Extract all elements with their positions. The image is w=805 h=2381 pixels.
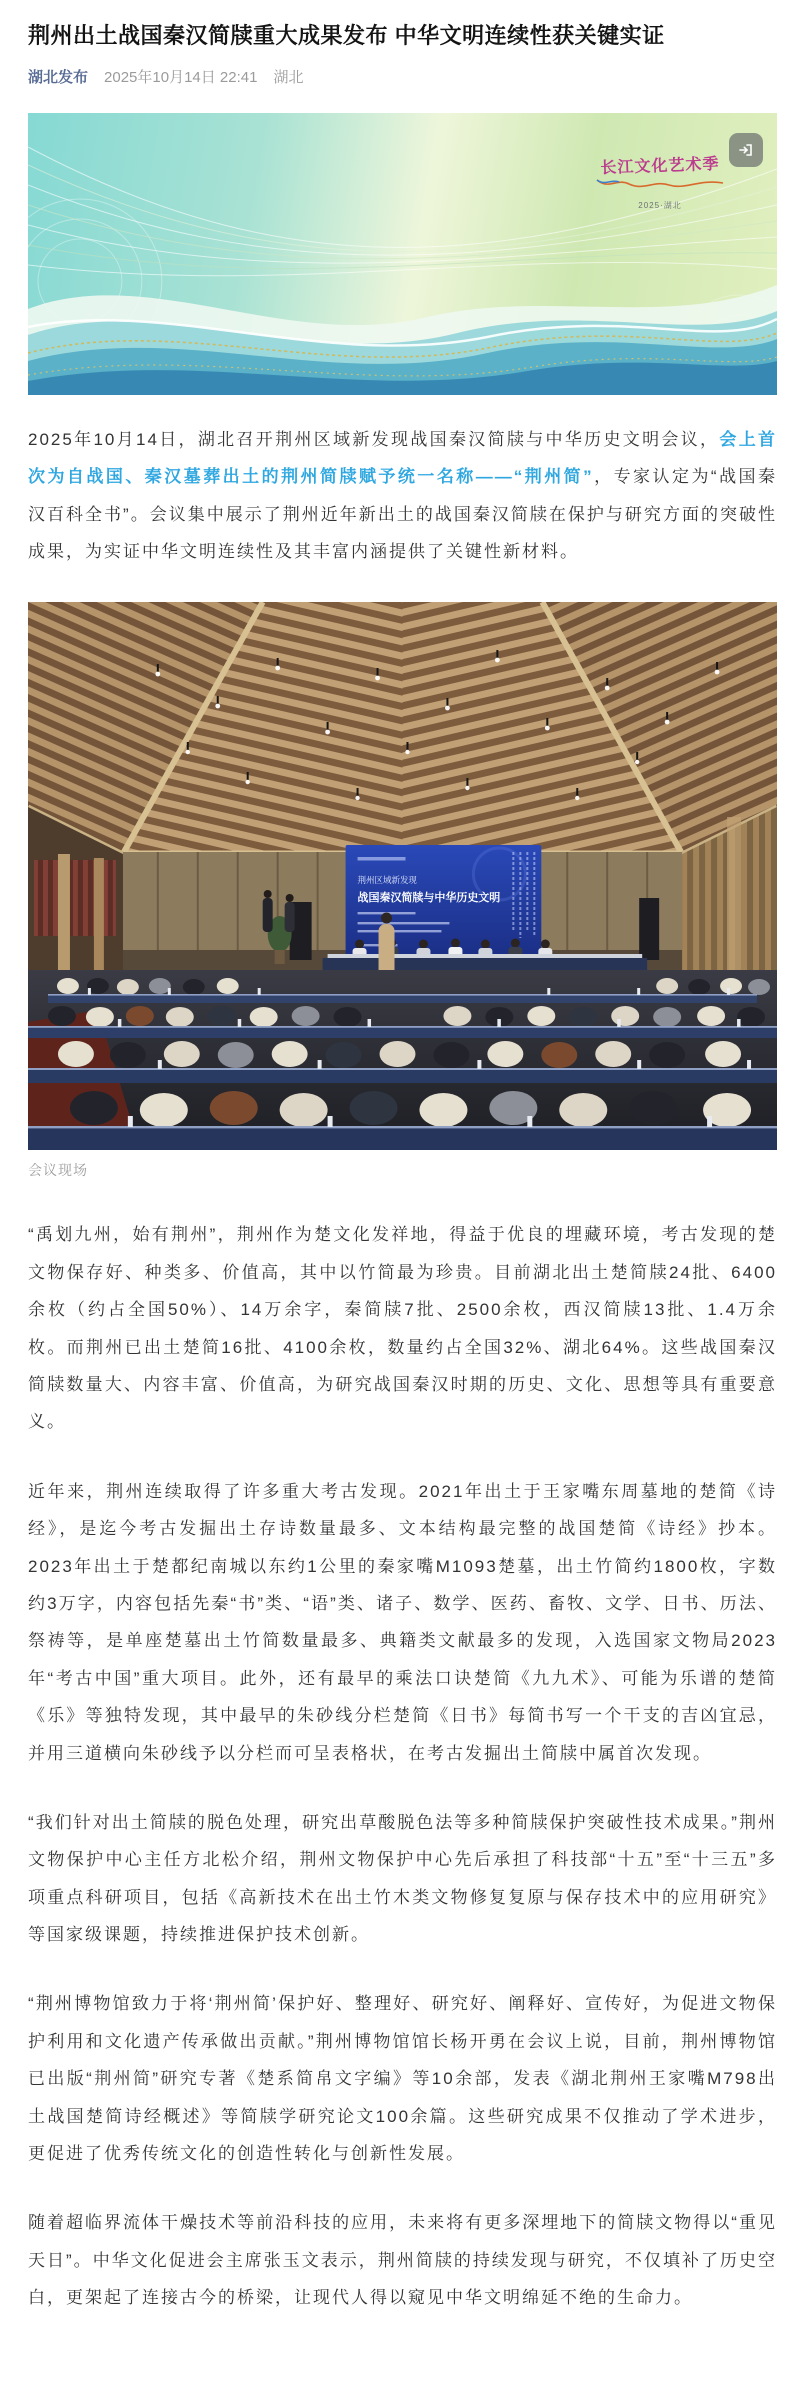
festival-logo-subtitle: 2025·湖北	[638, 201, 682, 211]
enter-icon[interactable]	[729, 133, 763, 167]
river-line-icon	[595, 176, 725, 192]
festival-logo	[595, 157, 725, 211]
paragraph-6: 随着超临界流体干燥技术等前沿科技的应用，未来将有更多深埋地下的简牍文物得以“重见天日”。中华文化促进会主席张玉文表示，荆州简牍的持续发现与研究，不仅填补了历史空白，更架起了连接古今的桥梁，让现代人得以窥见中华文明绵延不绝的生命力。	[28, 2213, 777, 2308]
conference-photo-art	[28, 602, 777, 1150]
conference-photo[interactable]	[28, 602, 777, 1150]
paragraph-4: “我们针对出土简牍的脱色处理，研究出草酸脱色法等多种简牍保护突破性技术成果。”荆州文物保护中心主任方北松介绍，荆州文物保护中心先后承担了科技部“十五”至“十三五”多项重点科研项目，包括《高新技术在出土竹木类文物修复复原与保存技术中的应用研究》等国家级课题，持续推进保护技术创新。	[28, 1812, 777, 1945]
publish-location: 湖北	[273, 68, 304, 86]
article-meta	[28, 66, 777, 87]
paragraph-3: 近年来，荆州连续取得了许多重大考古发现。2021年出土于王家嘴东周墓地的楚简《诗经》，是迄今考古发掘出土存诗数量最多、文本结构最完整的战国楚简《诗经》抄本。 2023年出土于楚都纪南城以东约1公里的秦家嘴M1093楚墓，出土竹简约1800枚，字数约3万字，内容包括先秦“书”类、“语”类、诸子、数学、医药、畜牧、文学、日书、历法、祭祷等，是单座楚墓出土竹简数量最多、典籍类文献最多的发现，入选国家文物局2023年“考古中国”重大项目。此外，还有最早的乘法口诀楚简《九九术》、可能为乐谱的楚简《乐》等独特发现，其中最早的朱砂线分栏楚简《日书》每简书写一个干支的吉凶宜忌，并用三道横向朱砂线予以分栏而可呈表格状，在考古发掘出土简牍中属首次发现。	[28, 1481, 777, 1763]
bottom-waves	[28, 285, 777, 395]
photo-caption: 会议现场	[28, 1162, 88, 1179]
source-account-link[interactable]: 湖北发布	[28, 68, 89, 86]
audience-area	[28, 970, 777, 1150]
paragraph-5: “荆州博物馆致力于将‘荆州简’保护好、整理好、研究好、阐释好、宣传好，为促进文物保护利用和文化遗产传承做出贡献。”荆州博物馆馆长杨开勇在会议上说，目前，荆州博物馆已出版“荆州简”研究专著《楚系简帛文字编》等10余部，发表《湖北荆州王家嘴M798出土战国楚简诗经概述》等简牍学研究论文100余篇。这些研究成果不仅推动了学术进步，更促进了优秀传统文化的创造性转化与创新性发展。	[28, 1994, 777, 2164]
table-row-2	[28, 1026, 777, 1038]
table-row-3	[28, 1068, 777, 1083]
p1-text: 2025年10月14日，湖北召开荆州区域新发现战国秦汉简牍与中华历史文明会议，	[28, 429, 720, 449]
festival-logo-title: 长江文化艺术季	[600, 155, 720, 177]
paragraph-1	[28, 421, 777, 571]
screen-small-header-bar	[358, 857, 406, 861]
p1-text-2: ，专家认定为“战国秦汉百科全书”。会议集中展示了荆州近年新出土的战国秦汉简牍在保护与研究方面的突破性成果，为实证中华文明连续性及其丰富内涵提供了关键性新材料。	[28, 467, 778, 562]
enter-icon-glyph	[738, 142, 754, 158]
screen-title: 战国秦汉简牍与中华历史文明	[357, 892, 501, 905]
publish-date: 2025年10月14日 22:41	[104, 68, 258, 86]
banner-art	[28, 113, 777, 395]
paragraph-2: “禹划九州，始有荆州”，荆州作为楚文化发祥地，得益于优良的埋藏环境，考古发现的楚文物保存好、种类多、价值高，其中以竹简最为珍贵。目前湖北出土楚简牍24批、6400余枚（约占全国50%）、14万余字，秦简牍7批、2500余枚，西汉简牍13批、1.4万余枚。而荆州已出土楚简16批、4100余枚，数量约占全国32%、湖北64%。这些战国秦汉简牍数量大、内容丰富、价值高，为研究战国秦汉时期的历史、文化、思想等具有重要意义。	[28, 1225, 777, 1432]
banner-image[interactable]	[28, 113, 777, 395]
screen-subtitle: 荆州区域新发现	[357, 875, 417, 886]
article-title: 荆州出土战国秦汉简牍重大成果发布 中华文明连续性获关键实证	[28, 23, 665, 48]
p1-highlight-text: 会上首次为自战国、秦汉墓葬出土的荆州简牍赋予统一名称——“荆州简”	[28, 429, 778, 487]
table-row-4	[28, 1126, 777, 1150]
